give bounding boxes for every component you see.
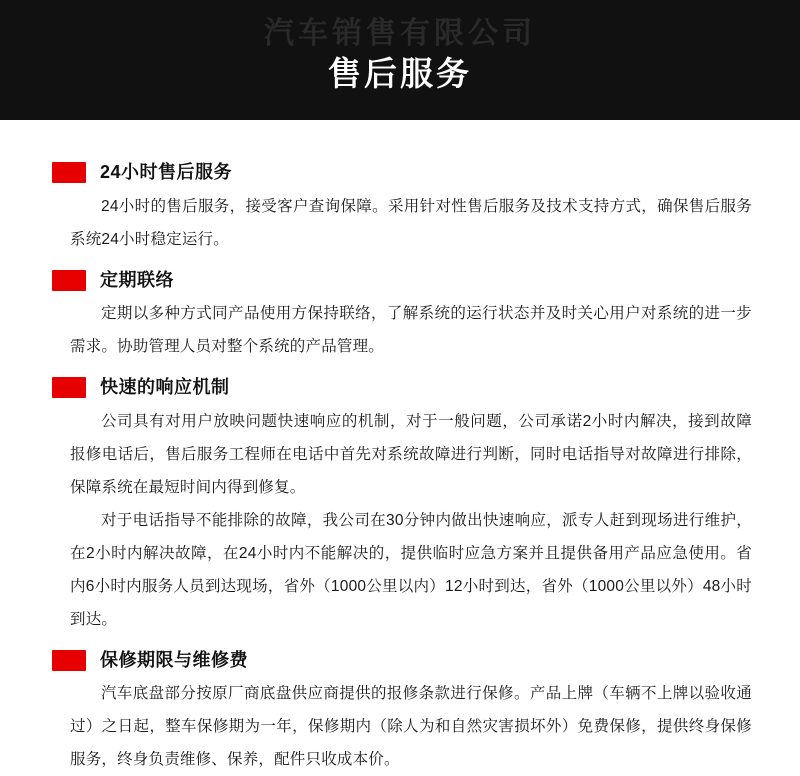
red-square-bullet-icon: [52, 650, 86, 671]
section-heading: [52, 650, 760, 672]
red-square-bullet-icon: [52, 377, 86, 398]
section-heading: [52, 162, 760, 184]
red-square-bullet-icon: [52, 162, 86, 183]
section-paragraph: 汽车底盘部分按原厂商底盘供应商提供的报修条款进行保修。产品上牌（车辆不上牌以验收通过）之日起，整车保修期为一年，保修期内（除人为和自然灾害损坏外）免费保修，提供终身保修服务，终身负责维修、保养，配件只收成本价。: [70, 685, 752, 769]
section-paragraph: 对于电话指导不能排除的故障，我公司在30分钟内做出快速响应，派专人赶到现场进行维护，在2小时内解决故障，在24小时内不能解决的，提供临时应急方案并且提供备用产品应急使用。省内6小时内服务人员到达现场，省外（1000公里以内）12小时到达，省外（1000公里以外）48小时到达。: [70, 511, 752, 628]
section-paragraph: 定期以多种方式同产品使用方保持联络，了解系统的运行状态并及时关心用户对系统的进一步需求。协助管理人员对整个系统的产品管理。: [70, 305, 752, 356]
red-square-bullet-icon: [52, 270, 86, 291]
page-banner: [0, 0, 800, 120]
content-area: [0, 120, 800, 776]
section-paragraph: 24小时的售后服务，接受客户查询保障。采用针对性售后服务及技术支持方式，确保售后服务系统24小时稳定运行。: [70, 197, 752, 248]
section-title: 定期联络: [100, 269, 174, 290]
section-heading: [52, 377, 760, 399]
section-heading: [52, 270, 760, 292]
section-warranty: [40, 650, 760, 776]
section-rapid-response: [40, 377, 760, 636]
section-paragraph: 公司具有对用户放映问题快速响应的机制，对于一般问题，公司承诺2小时内解决，接到故障报修电话后，售后服务工程师在电话中首先对系统故障进行判断，同时电话指导对故障进行排除，保障系统在最短时间内得到修复。: [70, 412, 752, 496]
banner-watermark-text: 汽车销售有限公司: [264, 17, 536, 50]
section-regular-contact: [40, 270, 760, 364]
section-title: 保修期限与维修费: [100, 649, 248, 670]
page-title: 售后服务: [328, 55, 472, 92]
section-title: 快速的响应机制: [100, 377, 230, 398]
section-24h-service: [40, 162, 760, 256]
section-title: 24小时售后服务: [100, 162, 233, 182]
